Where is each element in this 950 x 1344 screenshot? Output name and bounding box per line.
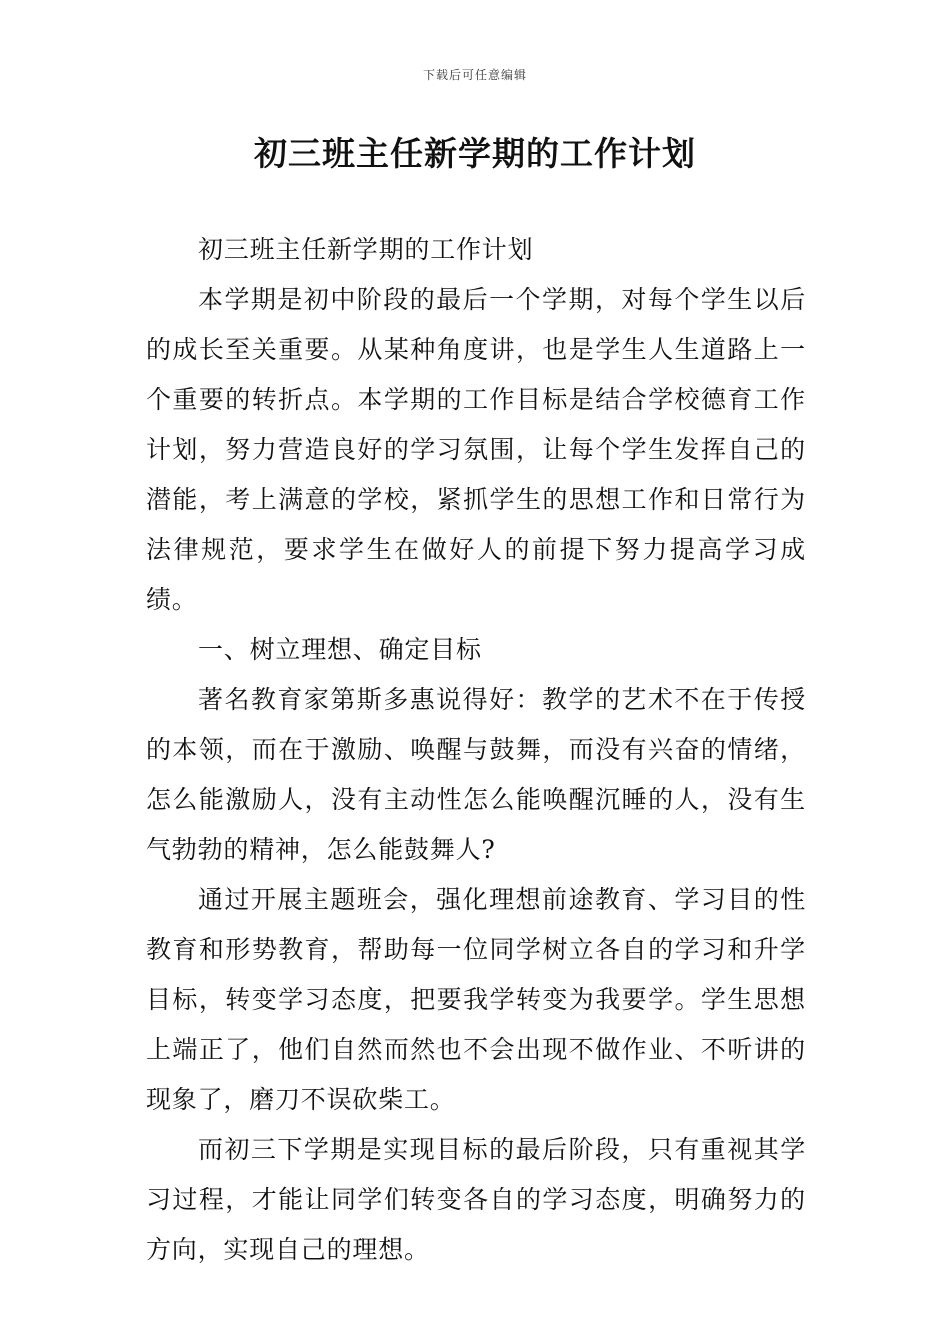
body-paragraph: 通过开展主题班会，强化理想前途教育、学习目的性教育和形势教育，帮助每一位同学树立各自的学习和升学目标，转变学习态度，把要我学转变为我要学。学生思想上端正了，他们自然而然也不会出现不做作业、不听讲的现象了，磨刀不误砍柴工。 [146,885,806,1114]
intro-paragraph: 本学期是初中阶段的最后一个学期，对每个学生以后的成长至关重要。从某种角度讲，也是学生人生道路上一个重要的转折点。本学期的工作目标是结合学校德育工作计划，努力营造良好的学习氛围，让每个学生发挥自己的潜能，考上满意的学校，紧抓学生的思想工作和日常行为法律规范，要求学生在做好人的前提下努力提高学习成绩。 [146,285,806,614]
header-note: 下载后可任意编辑 [422,68,527,82]
subtitle-paragraph: 初三班主任新学期的工作计划 [198,235,534,264]
body-paragraph: 而初三下学期是实现目标的最后阶段，只有重视其学习过程，才能让同学们转变各自的学习态度，明确努力的方向，实现自己的理想。 [146,1135,806,1264]
body-paragraph: 著名教育家第斯多惠说得好：教学的艺术不在于传授的本领，而在于激励、唤醒与鼓舞，而没有兴奋的情绪，怎么能激励人，没有主动性怎么能唤醒沉睡的人，没有生气勃勃的精神，怎么能鼓舞人? [146,685,806,864]
document-title: 初三班主任新学期的工作计划 [254,134,696,173]
document-body [146,225,806,1275]
section-heading: 一、树立理想、确定目标 [198,635,482,664]
